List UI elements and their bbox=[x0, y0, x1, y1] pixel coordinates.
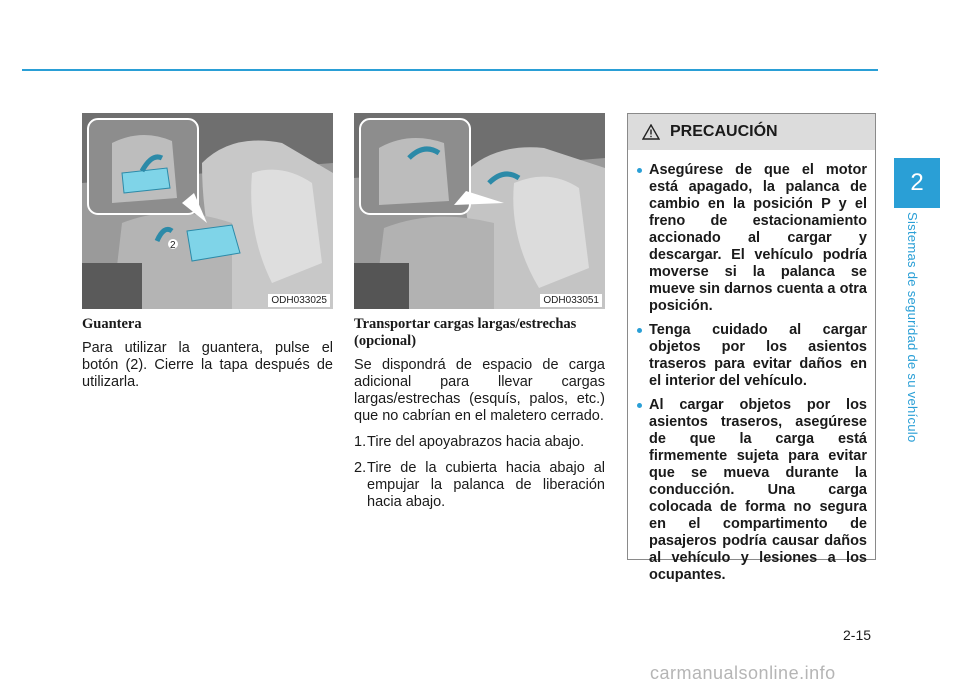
cargo-passthrough-photo bbox=[354, 113, 605, 309]
glovebox-photo bbox=[82, 113, 333, 309]
glovebox-illustration bbox=[82, 113, 333, 309]
body-paragraph: Se dispondrá de espacio de carga adicional para llevar cargas largas/estrechas (esquís, palos, etc.) que no cabrían en el maletero cerrado. bbox=[354, 357, 605, 424]
caution-list bbox=[636, 162, 867, 584]
step-number: 2. bbox=[354, 460, 367, 476]
list-item: Tenga cuidado al cargar objetos por los asientos traseros para evitar daños en el interior del vehículo. bbox=[636, 322, 867, 390]
section-heading: Transportar cargas largas/estrechas (opcional) bbox=[354, 316, 577, 349]
warning-triangle-icon bbox=[642, 124, 660, 140]
list-item: Al cargar objetos por los asientos traseros, asegúrese de que la carga está firmemente sujeta para evitar que se mueva durante la conducción. Una carga colocada de forma no segura en el compartimento de pasajeros podría causar daños al vehículo y lesiones a los ocupantes. bbox=[636, 397, 867, 584]
section-heading: Guantera bbox=[82, 316, 142, 332]
chapter-number-tab: 2 bbox=[894, 158, 940, 208]
glovebox-section bbox=[82, 316, 333, 400]
steps-list bbox=[354, 434, 605, 511]
step-text: Tire del apoyabrazos hacia abajo. bbox=[367, 434, 585, 450]
list-item: Asegúrese de que el motor está apagado, la palanca de cambio en la posición P y el freno de estacionamiento accionado al cargar y descargar. El vehículo podría moverse si la palanca se mueve sin darnos cuenta a otra posición. bbox=[636, 162, 867, 315]
body-paragraph: Para utilizar la guantera, pulse el botón (2). Cierre la tapa después de utilizarla. bbox=[82, 340, 333, 390]
top-rule bbox=[22, 69, 878, 71]
long-cargo-section bbox=[354, 316, 605, 520]
callout-number: 2 bbox=[170, 240, 176, 251]
cargo-passthrough-illustration bbox=[354, 113, 605, 309]
figure-code: ODH033025 bbox=[268, 294, 330, 307]
caution-title: PRECAUCIÓN bbox=[670, 123, 778, 140]
step-number: 1. bbox=[354, 434, 367, 450]
chapter-side-title: Sistemas de seguridad de su vehículo bbox=[905, 212, 920, 443]
watermark-text: carmanualsonline.info bbox=[650, 663, 836, 683]
figure-code: ODH033051 bbox=[540, 294, 602, 307]
list-item bbox=[354, 434, 605, 451]
caution-header bbox=[628, 114, 875, 150]
list-item bbox=[354, 460, 605, 511]
step-text: Tire de la cubierta hacia abajo al empujar la palanca de liberación hacia abajo. bbox=[367, 460, 605, 510]
page-number: 2-15 bbox=[843, 627, 872, 643]
caution-box bbox=[627, 113, 876, 583]
